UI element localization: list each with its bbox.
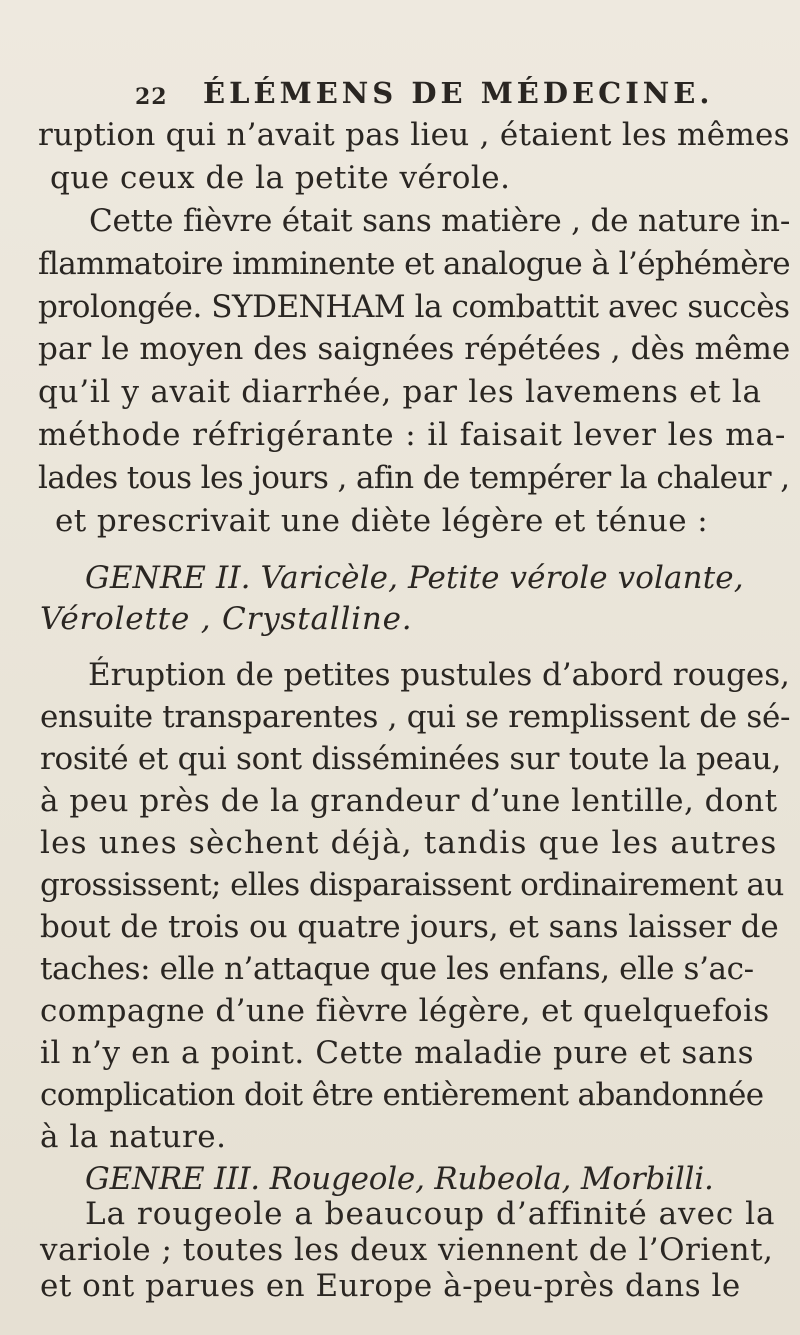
text-line: à la nature. (40, 1119, 227, 1156)
genre-ii-heading-cont: Vérolette , Crystalline. (40, 600, 413, 637)
page-number: 22 (135, 84, 168, 110)
running-head: ÉLÉMENS DE MÉDECINE. (203, 76, 714, 110)
text-line: ensuite transparentes , qui se remplissent de sé- (40, 699, 791, 736)
text-line: méthode réfrigérante : il faisait lever les ma- (38, 417, 787, 454)
text-line: bout de trois ou quatre jours, et sans laisser de (40, 909, 779, 946)
text-line: ruption qui n’avait pas lieu , étaient les mêmes (38, 116, 790, 153)
text-line: La rougeole a beaucoup d’affinité avec la (85, 1195, 776, 1232)
text-line: par le moyen des saignées répétées , dès même (38, 331, 791, 368)
text-line: et prescrivait une diète légère et ténue : (55, 503, 709, 540)
genre-iii-heading: GENRE III. Rougeole, Rubeola, Morbilli. (85, 1161, 714, 1198)
page-header (115, 70, 755, 120)
text-line: à peu près de la grandeur d’une lentille, dont (40, 783, 778, 820)
text-line: compagne d’une fièvre légère, et quelquefois (40, 993, 770, 1030)
text-line: flammatoire imminente et analogue à l’éphémère (38, 245, 791, 282)
text-line: rosité et qui sont disséminées sur toute la peau, (40, 741, 782, 778)
text-line: grossissent; elles disparaissent ordinairement au (40, 867, 784, 904)
text-line: les unes sèchent déjà, tandis que les autres (40, 825, 778, 862)
genre-ii-heading: GENRE II. Varicèle, Petite vérole volante, (85, 559, 744, 596)
text-line: complication doit être entièrement abandonnée (40, 1077, 764, 1114)
text-line: Éruption de petites pustules d’abord rouges, (88, 657, 790, 694)
text-line: il n’y en a point. Cette maladie pure et sans (40, 1035, 755, 1072)
text-line: qu’il y avait diarrhée, par les lavemens et la (38, 374, 762, 411)
text-line: taches: elle n’attaque que les enfans, elle s’ac- (40, 951, 754, 988)
text-line: prolongée. SYDENHAM la combattit avec succès (38, 288, 790, 325)
text-line: Cette fièvre était sans matière , de nature in- (89, 202, 791, 239)
text-line: lades tous les jours , afin de tempérer la chaleur , (38, 460, 790, 497)
text-line: que ceux de la petite vérole. (50, 159, 511, 196)
text-line: et ont parues en Europe à-peu-près dans le (40, 1268, 741, 1305)
text-line: variole ; toutes les deux viennent de l’Orient, (40, 1232, 774, 1269)
